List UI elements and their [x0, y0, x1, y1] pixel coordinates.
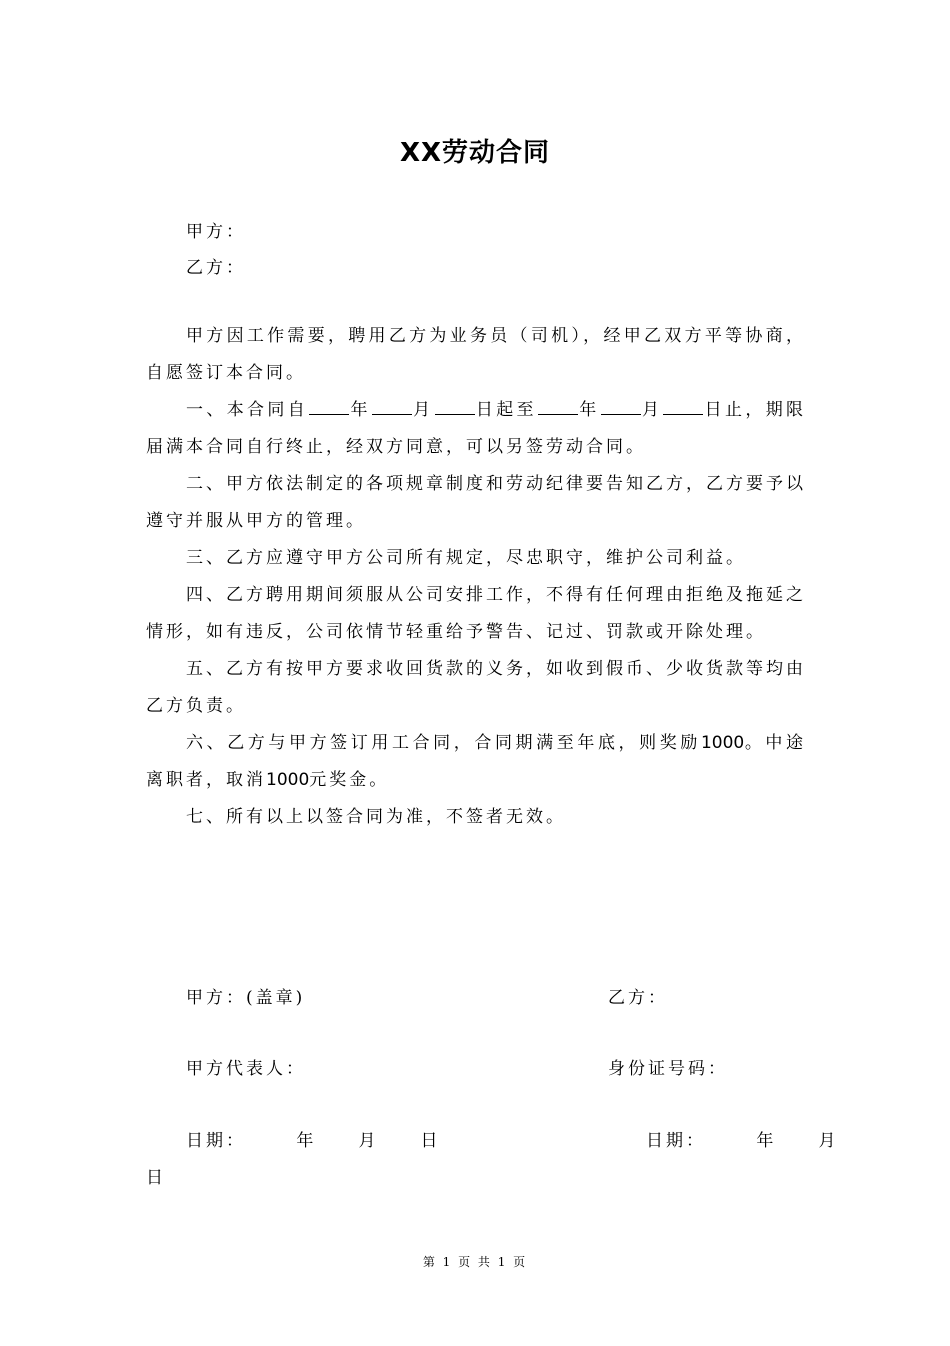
party-b-label: 乙方： [186, 258, 246, 278]
clause-1-month1: 月 [412, 400, 434, 420]
month-blank-end[interactable] [601, 396, 641, 415]
clause-6-c: 元奖金。 [309, 770, 390, 790]
clause-7: 七、所有以上以签合同为准，不签者无效。 [186, 807, 566, 827]
clause-4: 四、乙方聘用期间须服从公司安排工作，不得有任何理由拒绝及拖延之情形，如有违反，公司依情节轻重给予警告、记过、罚款或开除处理。 [146, 585, 806, 642]
clause-6-b: 。中途离职者，取消 [146, 733, 807, 790]
reward-amount: 1000 [700, 733, 745, 753]
clause-1-year2: 年 [578, 400, 600, 420]
clause-2: 二、甲方依法制定的各项规章制度和劳动纪律要告知乙方，乙方要予以遵守并服从甲方的管理。 [146, 474, 806, 531]
party-b-sign-label: 乙方： [608, 988, 668, 1008]
party-b-date: 日期： 年 月 [646, 1131, 839, 1151]
document-title: XX劳动合同 [399, 138, 551, 168]
party-a-seal-label: 甲方：(盖章) [186, 988, 306, 1008]
clause-5: 五、乙方有按甲方要求收回货款的义务，如收到假币、少收货款等均由乙方负责。 [146, 659, 806, 716]
party-a-rep-label: 甲方代表人： [186, 1059, 306, 1079]
page-footer: 第 1 页 共 1 页 [422, 1255, 528, 1269]
year-blank-start[interactable] [309, 396, 349, 415]
bonus-amount: 1000 [266, 770, 310, 790]
clause-1-year1: 年 [350, 400, 371, 420]
day-blank-start[interactable] [435, 396, 475, 415]
clause-1-month2: 月 [641, 400, 663, 420]
contract-body [146, 318, 806, 836]
clause-1 [146, 392, 806, 466]
year-blank-end[interactable] [538, 396, 578, 415]
clause-1-day1: 日起至 [475, 400, 537, 420]
clause-1-end: 日止，期限届满本合同自行终止，经双方同意，可以另签劳动合同。 [146, 400, 807, 457]
id-number-label: 身份证号码： [608, 1059, 728, 1079]
party-a-label: 甲方： [186, 222, 246, 242]
clause-6 [146, 725, 806, 799]
clause-3: 三、乙方应遵守甲方公司所有规定，尽忠职守，维护公司利益。 [186, 548, 746, 568]
intro-paragraph: 甲方因工作需要，聘用乙方为业务员（司机），经甲乙双方平等协商，自愿签订本合同。 [146, 326, 806, 383]
clause-6-a: 六、乙方与甲方签订用工合同，合同期满至年底，则奖励 [186, 733, 701, 753]
party-b-date-day: 日 [146, 1168, 166, 1188]
month-blank-start[interactable] [372, 396, 412, 415]
party-a-date: 日期： 年 月 日 [186, 1131, 441, 1151]
clause-1-start: 一、本合同自 [186, 400, 309, 420]
day-blank-end[interactable] [663, 396, 703, 415]
